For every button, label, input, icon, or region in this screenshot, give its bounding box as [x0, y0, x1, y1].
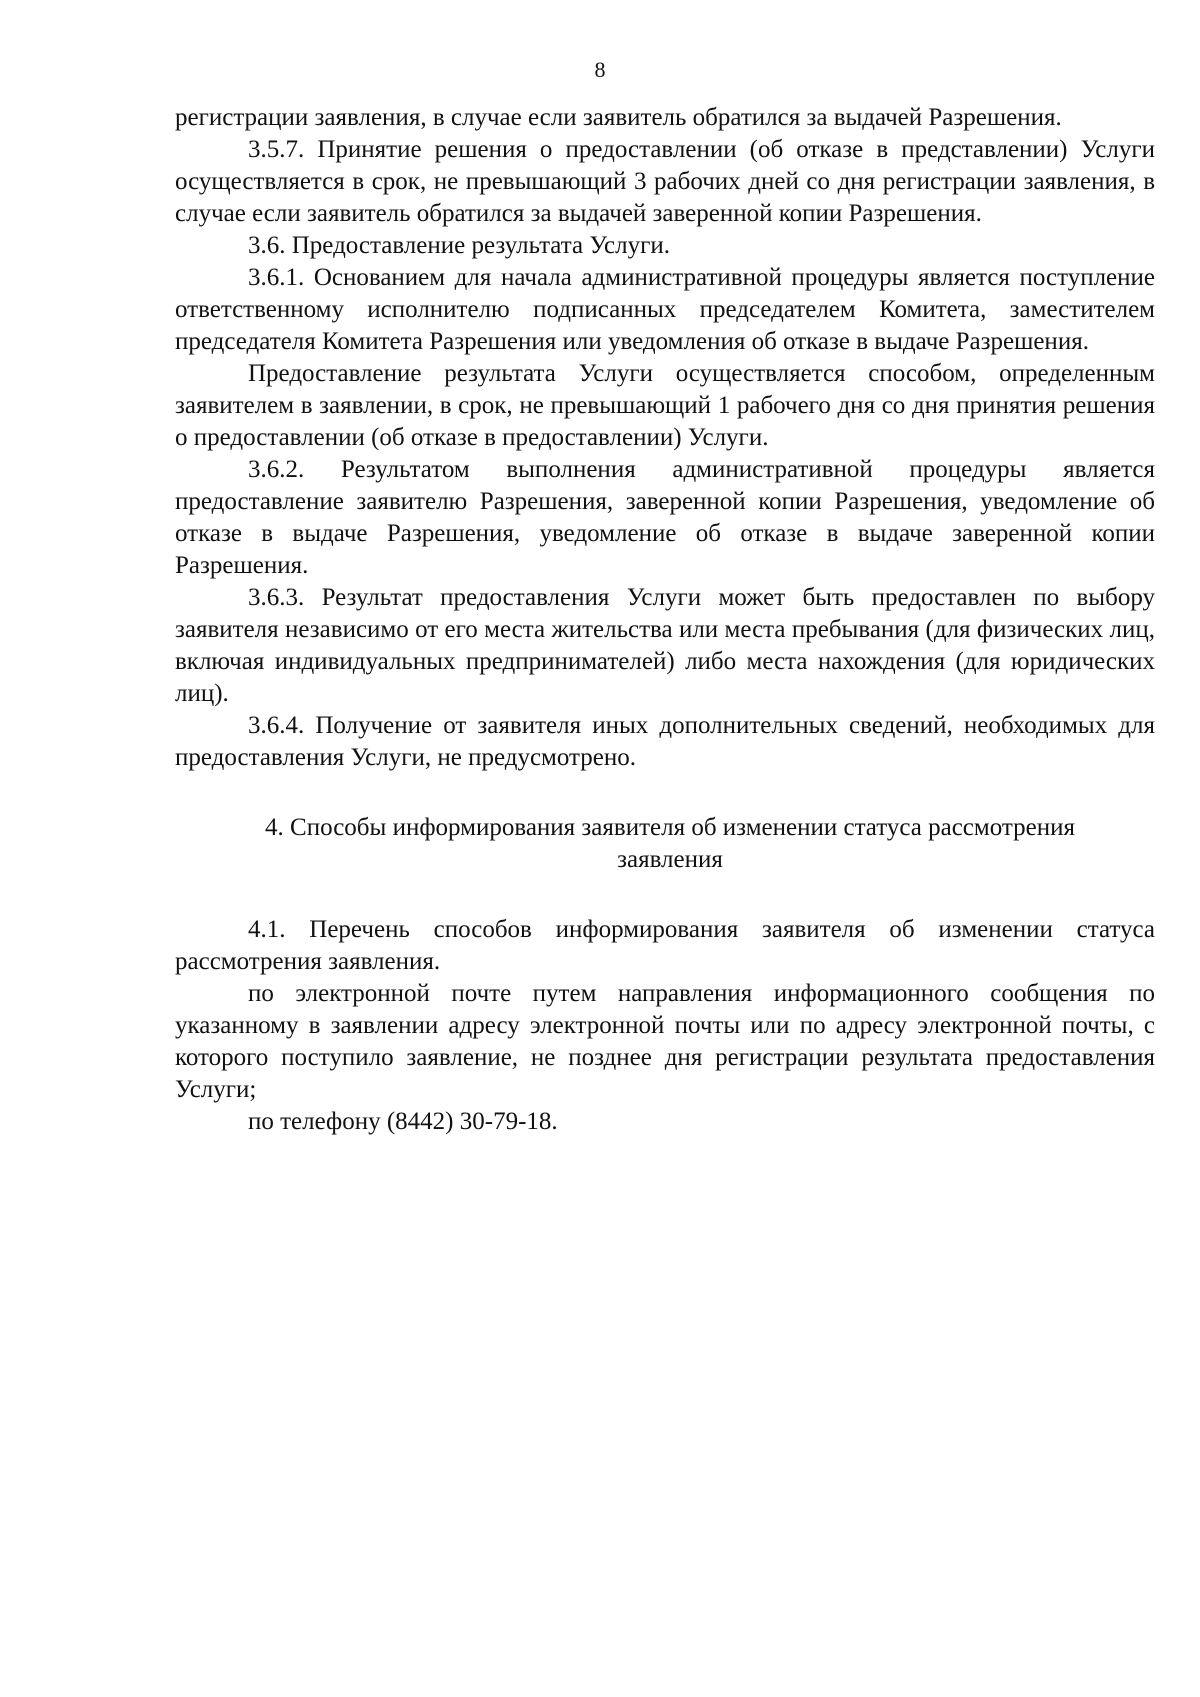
- paragraph-3-6-4: 3.6.4. Получение от заявителя иных дополнительных сведений, необходимых для предоставления Услуги, не предусмотрено.: [175, 712, 1155, 771]
- paragraph-continuation: регистрации заявления, в случае если заявитель обратился за выдачей Разрешения.: [175, 104, 1062, 131]
- paragraph-3-6-3: 3.6.3. Результат предоставления Услуги может быть предоставлен по выбору заявителя независимо от его места жительства или места пребывания (для физических лиц, включая индивидуальных предпринимателей) либо места нахождения (для юридических лиц).: [175, 584, 1155, 707]
- document-body: [175, 102, 1155, 1138]
- paragraph-3-5-7: 3.5.7. Принятие решения о предоставлении (об отказе в представлении) Услуги осуществляется в срок, не превышающий 3 рабочих дней со дня регистрации заявления, в случае если заявитель обратился за выдачей заверенной копии Разрешения.: [175, 136, 1155, 227]
- paragraph-email-method: по электронной почте путем направления информационного сообщения по указанному в заявлении адресу электронной почты или по адресу электронной почты, с которого поступило заявление, не позднее дня регистрации результата предоставления Услуги;: [175, 980, 1155, 1103]
- paragraph-3-6: 3.6. Предоставление результата Услуги.: [248, 232, 670, 259]
- page-number: 8: [594, 57, 606, 82]
- paragraph-3-6-1: 3.6.1. Основанием для начала административной процедуры является поступление ответственному исполнителю подписанных председателем Комитета, заместителем председателя Комитета Разрешения или уведомления об отказе в выдаче Разрешения.: [175, 264, 1155, 355]
- paragraph-result-delivery: Предоставление результата Услуги осуществляется способом, определенным заявителем в заявлении, в срок, не превышающий 1 рабочего дня со дня принятия решения о предоставлении (об отказе в предоставлении) Услуги.: [175, 360, 1155, 451]
- paragraph-phone-method: по телефону (8442) 30-79-18.: [248, 1108, 558, 1135]
- section-heading-4: 4. Способы информирования заявителя об изменении статуса рассмотрения заявления: [265, 814, 1075, 873]
- paragraph-4-1: 4.1. Перечень способов информирования заявителя об изменении статуса рассмотрения заявления.: [175, 916, 1155, 975]
- paragraph-3-6-2: 3.6.2. Результатом выполнения административной процедуры является предоставление заявителю Разрешения, заверенной копии Разрешения, уведомление об отказе в выдаче Разрешения, уведомление об отказе в выдаче заверенной копии Разрешения.: [175, 456, 1155, 579]
